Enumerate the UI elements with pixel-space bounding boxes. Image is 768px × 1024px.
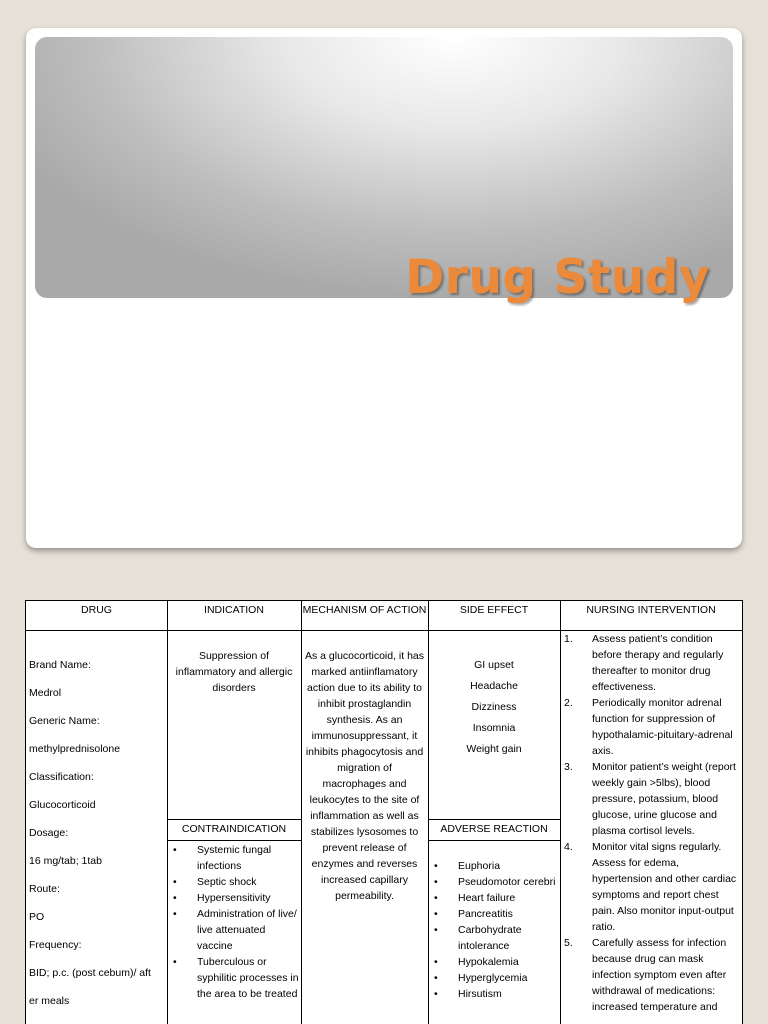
column-divider: [428, 601, 429, 1024]
header-indication: INDICATION: [204, 604, 264, 616]
header-mechanism: MECHANISM OF ACTION: [302, 604, 427, 616]
nursing-item-text: Monitor vital signs regularly. Assess for edema, hypertension and other cardiac symptoms and report chest pain. Also monitor input-output ratio.: [592, 841, 737, 933]
nursing-item-number: 2.: [564, 697, 573, 709]
drug-line: PO: [29, 911, 45, 923]
nursing-item-number: 5.: [564, 937, 573, 949]
drug-line: Brand Name:: [29, 659, 91, 671]
row-divider: [428, 840, 560, 841]
drug-study-table: [25, 600, 743, 1024]
side-effect-item: Headache: [470, 680, 518, 692]
drug-line: er meals: [29, 995, 70, 1007]
header-nursing-intervention: NURSING INTERVENTION: [586, 604, 716, 616]
adverse-reaction-item: • Hirsutism: [430, 986, 559, 1002]
adverse-reaction-list: [430, 858, 559, 1002]
nursing-item: [561, 935, 741, 1015]
nursing-item: [561, 631, 741, 695]
contraindication-item: • Tuberculous or syphilitic processes in the area to be treated: [169, 954, 300, 1002]
header-adverse-reaction: ADVERSE REACTION: [440, 823, 548, 835]
column-divider: [167, 601, 168, 1024]
adverse-reaction-item: • Carbohydrate intolerance: [430, 922, 559, 954]
drug-line: Route:: [29, 883, 60, 895]
contraindication-item: • Systemic fungal infections: [169, 842, 300, 874]
contraindication-item: • Septic shock: [169, 874, 300, 890]
adverse-reaction-item: • Hyperglycemia: [430, 970, 559, 986]
drug-details: [29, 657, 165, 1021]
contraindication-item: • Hypersensitivity: [169, 890, 300, 906]
side-effect-item: GI upset: [474, 659, 514, 671]
drug-line: methylprednisolone: [29, 743, 121, 755]
header-contraindication: CONTRAINDICATION: [181, 823, 287, 835]
contraindication-list: [169, 842, 300, 1002]
nursing-item: [561, 759, 741, 839]
adverse-reaction-item: • Pancreatitis: [430, 906, 559, 922]
nursing-item-text: Assess patient’s condition before therapy and regularly thereafter to monitor drug effectiveness.: [592, 633, 724, 693]
side-effect-list: [430, 655, 558, 760]
nursing-item-text: Monitor patient’s weight (report weekly gain >5lbs), blood pressure, potassium, blood glucose, urine glucose and plasma cortisol levels.: [592, 761, 736, 837]
row-divider: [167, 819, 301, 820]
indication-text: Suppression of inflammatory and allergic disorders: [175, 650, 293, 694]
drug-line: Frequency:: [29, 939, 82, 951]
nursing-item-number: 3.: [564, 761, 573, 773]
nursing-item-text: Carefully assess for infection because drug can mask infection symptom even after withdrawal of medications: increased temperature and: [592, 937, 727, 1013]
header-side-effect: SIDE EFFECT: [459, 604, 529, 616]
nursing-item-number: 4.: [564, 841, 573, 853]
row-divider: [428, 819, 560, 820]
nursing-item: [561, 695, 741, 759]
nursing-item-text: Periodically monitor adrenal function for suppression of hypothalamic-pituitary-adrenal axis.: [592, 697, 733, 757]
nursing-intervention-list: [561, 631, 741, 1015]
title-slide: [26, 28, 742, 548]
drug-line: BID; p.c. (post cebum)/ aft: [29, 967, 151, 979]
adverse-reaction-item: • Pseudomotor cerebri: [430, 874, 559, 890]
header-drug: DRUG: [81, 604, 112, 616]
column-divider: [301, 601, 302, 1024]
mechanism-text: As a glucocorticoid, it has marked antiinflamatory action due to its ability to inhibit prostaglandin synthesis. As an immunosuppressant, it inhibits phagocytosis and migration of macrophages and leukocytes to the site of inflammation as well as stabilizes lysosomes to prevent release of enzymes and reverses increased capillary permeability.: [304, 650, 425, 902]
row-divider: [167, 840, 301, 841]
drug-line: Classification:: [29, 771, 94, 783]
side-effect-item: Insomnia: [472, 722, 516, 734]
adverse-reaction-item: • Euphoria: [430, 858, 559, 874]
contraindication-item: • Administration of live/ live attenuated vaccine: [169, 906, 300, 954]
side-effect-item: Weight gain: [466, 743, 522, 755]
nursing-item-number: 1.: [564, 633, 573, 645]
adverse-reaction-item: • Hypokalemia: [430, 954, 559, 970]
drug-line: 16 mg/tab; 1tab: [29, 855, 102, 867]
adverse-reaction-item: • Heart failure: [430, 890, 559, 906]
side-effect-item: Dizziness: [471, 701, 517, 713]
drug-line: Glucocorticoid: [29, 799, 96, 811]
nursing-item: [561, 839, 741, 935]
slide-title: Drug Study: [405, 250, 710, 305]
drug-line: Dosage:: [29, 827, 69, 839]
drug-line: Generic Name:: [29, 715, 100, 727]
drug-line: Medrol: [29, 687, 62, 699]
